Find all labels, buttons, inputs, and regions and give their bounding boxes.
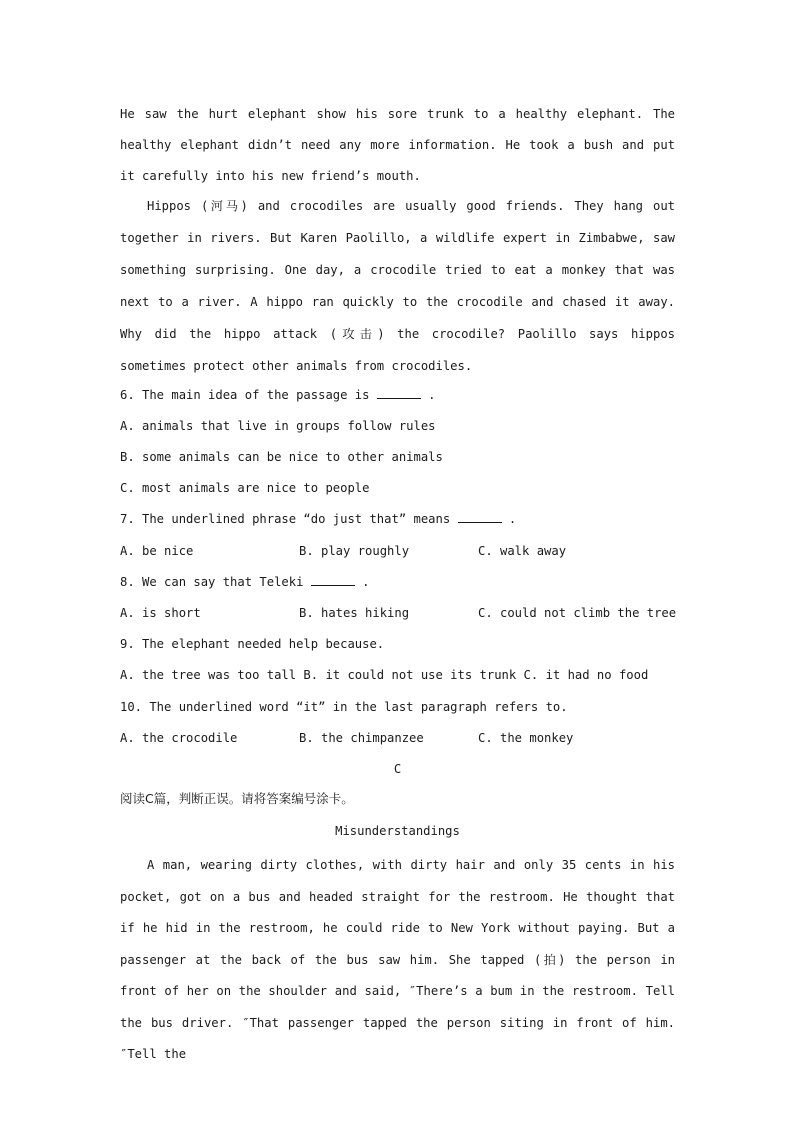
question-7-stem: 7. The underlined phrase “do just that” means (120, 512, 451, 526)
question-6-option-a: A. animals that live in groups follow rules (120, 419, 436, 433)
question-8-option-a: A. is short (120, 606, 201, 620)
answer-blank (377, 388, 421, 399)
question-10-option-a: A. the crocodile (120, 731, 238, 745)
question-6-option-b: B. some animals can be nice to other animals (120, 450, 443, 464)
question-8-options (120, 603, 675, 623)
question-9-options: A. the tree was too tall B. it could not use its trunk C. it had no food (120, 668, 649, 682)
question-9: 9. The elephant needed help because. (120, 637, 385, 651)
question-7-option-a: A. be nice (120, 544, 194, 558)
answer-blank (311, 575, 355, 586)
question-8-stem: 8. We can say that Teleki (120, 575, 304, 589)
section-c-instruction: 阅读C篇，判断正误。请将答案编号涂卡。 (120, 791, 354, 806)
paragraph-misunderstandings: A man, wearing dirty clothes, with dirty hair and only 35 cents in his pocket, got on a bus and headed straight for the restroom. He thought that if he hid in the restroom, he could ride to New York without paying. But a passenger at the back of the bus saw him. She tapped (拍) the person in front of her on the shoulder and said, ″There’s a bum in the restroom. Tell the bus driver. ″That passenger tapped the person siting in front of him. ″Tell the (120, 858, 675, 1061)
question-7 (120, 509, 516, 529)
question-6-stem: 6. The main idea of the passage is (120, 388, 370, 402)
question-6 (120, 385, 436, 405)
question-10: 10. The underlined word “it” in the last paragraph refers to. (120, 700, 568, 714)
question-8-option-c: C. could not climb the tree (478, 606, 677, 620)
question-8-option-b: B. hates hiking (299, 606, 410, 620)
question-10-option-b: B. the chimpanzee (299, 731, 424, 745)
question-10-option-c: C. the monkey (478, 731, 574, 745)
question-6-tail: . (428, 388, 436, 402)
question-6-option-c: C. most animals are nice to people (120, 481, 370, 495)
question-8-tail: . (362, 575, 370, 589)
paragraph-hippos: Hippos (河马) and crocodiles are usually good friends. They hang out together in rivers. But Karen Paolillo, a wildlife expert in Zimbabwe, saw something surprising. One day, a crocodile tried to eat a monkey that was next to a river. A hippo ran quickly to the crocodile and chased it away. Why did the hippo attack (攻击) the crocodile? Paolillo says hippos sometimes protect other animals from crocodiles. (120, 199, 675, 373)
answer-blank (458, 512, 502, 523)
passage-title: Misunderstandings (335, 824, 460, 838)
question-7-tail: . (508, 512, 517, 526)
question-7-options (120, 541, 675, 561)
question-8 (120, 572, 369, 592)
paragraph-elephant: He saw the hurt elephant show his sore trunk to a healthy elephant. The healthy elephant didn’t need any more information. He took a bush and put it carefully into his new friend’s mouth. (120, 107, 675, 183)
question-10-options (120, 728, 675, 748)
section-c-heading: C (393, 762, 402, 776)
question-7-option-b: B. play roughly (299, 544, 410, 558)
question-7-option-c: C. walk away (478, 544, 567, 558)
